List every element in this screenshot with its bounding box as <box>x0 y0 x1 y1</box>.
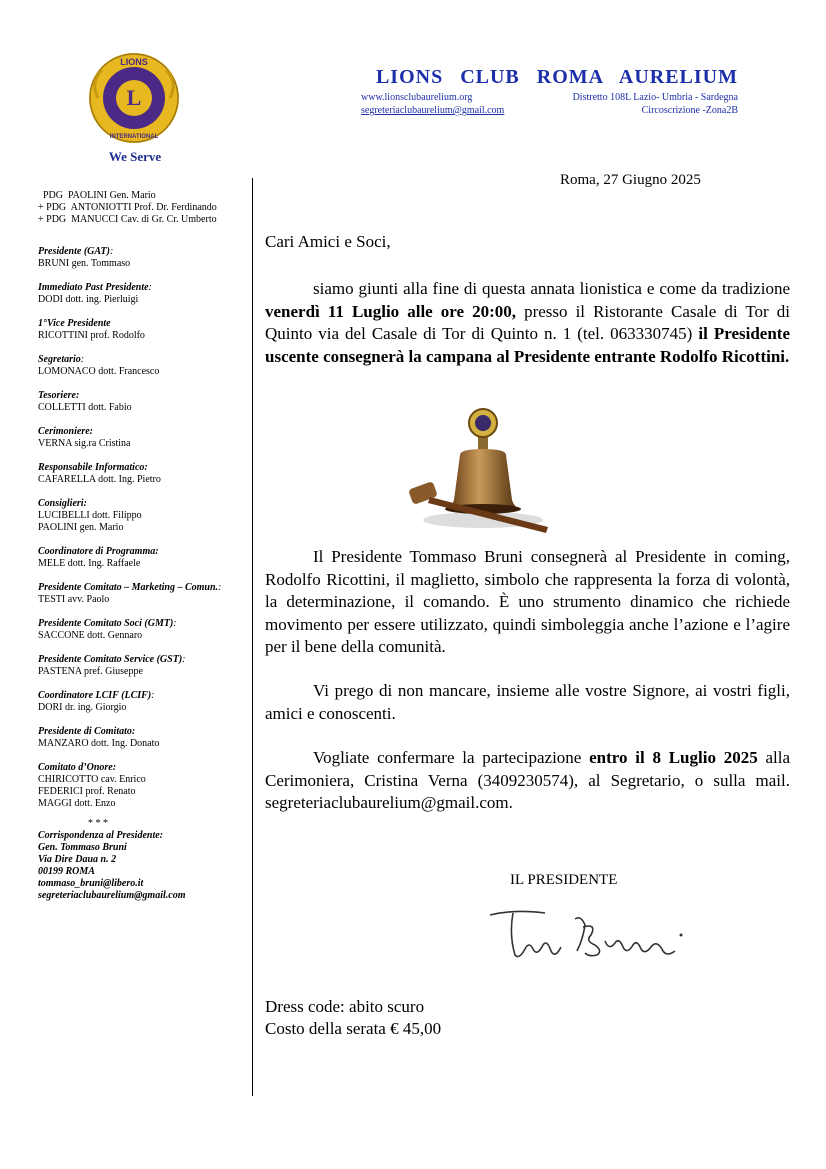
role-title: Presidente (GAT) <box>38 246 110 257</box>
role-title-suffix: : <box>182 654 186 665</box>
district-text: Distretto 108L Lazio- Umbria - Sardegna <box>572 92 738 103</box>
correspondence-block <box>38 830 250 902</box>
roles-list <box>38 246 250 810</box>
role-title: Coordinatore di Programma: <box>38 546 159 557</box>
role-member: SACCONE dott. Gennaro <box>38 630 143 641</box>
role-member: BRUNI gen. Tommaso <box>38 258 131 269</box>
paragraph-2: Il Presidente Tommaso Bruni consegnerà al Presidente in coming, Rodolfo Ricottini, il maglietto, simbolo che rappresenta la forza di volontà, la determinazione, il comando. È uno strumento dinamico che richiede movimento per essere utilizzato, quindi simboleggia anche l’azione e l’agire per il bene della comunità. <box>265 547 790 656</box>
pdg-line: PDG PAOLINI Gen. Mario <box>38 190 156 201</box>
paragraph-3: Vi prego di non mancare, insieme alle vostre Signore, ai vostri figli, amici e conoscenti. <box>265 681 790 723</box>
role-member: CHIRICOTTO cav. Enrico <box>38 774 146 785</box>
role-block <box>38 498 250 534</box>
logo-bottom-text: INTERNATIONAL <box>109 134 159 140</box>
correspondence-line: Corrispondenza al Presidente: <box>38 830 164 841</box>
role-title-suffix: : <box>109 246 114 257</box>
role-member: TESTI avv. Paolo <box>38 594 110 605</box>
role-title: Segretario <box>38 354 81 365</box>
role-block <box>38 762 250 810</box>
role-block <box>38 726 250 750</box>
correspondence-line: Via Dire Daua n. 2 <box>38 854 117 865</box>
pdg-line: + PDG ANTONIOTTI Prof. Dr. Ferdinando <box>38 202 217 213</box>
role-title: Consiglieri: <box>38 498 87 509</box>
circoscrizione-text: Circoscrizione -Zona2B <box>641 105 738 116</box>
role-title: Responsabile Informatico: <box>38 462 148 473</box>
bell-and-gavel-image <box>408 405 558 535</box>
role-member: DODI dott. ing. Pierluigi <box>38 294 139 305</box>
logo-top-text: LIONS <box>120 57 148 67</box>
role-member: MANZARO dott. Ing. Donato <box>38 738 160 749</box>
role-title: Comitato d’Onore: <box>38 762 117 773</box>
paragraph-1: siamo giunti alla fine di questa annata lionistica e come da tradizione venerdì 11 Luglio alle ore 20:00, presso il Ristorante Casale di Tor di Quinto via del Casale di Tor di Quinto n. 1 (tel. 063330745) il Presidente uscente consegnerà la campana al Presidente entrante Rodolfo Ricottini. <box>265 279 790 366</box>
role-block <box>38 654 250 678</box>
role-block <box>38 426 250 450</box>
role-block <box>38 690 250 714</box>
role-title-suffix: : <box>80 354 85 365</box>
event-details <box>265 996 441 1040</box>
role-member: LOMONACO dott. Francesco <box>38 366 160 377</box>
letter-date: Roma, 27 Giugno 2025 <box>560 172 701 188</box>
pdg-line: + PDG MANUCCI Cav. di Gr. Cr. Umberto <box>38 214 217 225</box>
role-block <box>38 246 250 270</box>
evening-cost: Costo della serata € 45,00 <box>265 1019 442 1038</box>
role-member: MELE dott. Ing. Raffaele <box>38 558 141 569</box>
role-member: RICOTTINI prof. Rodolfo <box>38 330 145 341</box>
paragraph-4: Vogliate confermare la partecipazione entro il 8 Luglio 2025 alla Cerimoniera, Cristina Verna (3409230574), al Segretario, o sulla mail. segreteriaclubaurelium@gmail.com. <box>265 748 790 812</box>
website-link[interactable]: www.lionsclubaurelium.org <box>361 92 473 103</box>
role-member: MAGGI dott. Enzo <box>38 798 116 809</box>
logo-letter: L <box>126 85 142 110</box>
correspondence-line: Gen. Tommaso Bruni <box>38 842 127 853</box>
role-title: Presidente Comitato Service (GST) <box>38 654 183 665</box>
lions-logo <box>88 52 180 144</box>
separator-stars: * * * <box>88 818 108 829</box>
role-title: Presidente Comitato Soci (GMT) <box>38 618 174 629</box>
role-title-suffix: : <box>148 282 152 293</box>
role-member: VERNA sig.ra Cristina <box>38 438 131 449</box>
correspondence-email[interactable]: tommaso_bruni@libero.it <box>38 878 144 889</box>
role-block <box>38 318 250 342</box>
role-block <box>38 546 250 570</box>
vertical-divider <box>252 178 253 1096</box>
correspondence-email[interactable]: segreteriaclubaurelium@gmail.com <box>38 890 186 901</box>
role-title-suffix: : <box>151 690 155 701</box>
greeting: Cari Amici e Soci, <box>265 232 391 251</box>
role-block <box>38 462 250 486</box>
role-member: CAFARELLA dott. Ing. Pietro <box>38 474 161 485</box>
signature-image <box>485 905 695 965</box>
role-member: PASTENA pref. Giuseppe <box>38 666 143 677</box>
role-title: Coordinatore LCIF (LCIF) <box>38 690 152 701</box>
president-title: IL PRESIDENTE <box>510 872 618 888</box>
role-member: COLLETTI dott. Fabio <box>38 402 132 413</box>
role-block <box>38 282 250 306</box>
role-title: Presidente Comitato – Marketing – Comun. <box>38 582 219 593</box>
role-title: Cerimoniere: <box>38 426 93 437</box>
email-link[interactable]: segreteriaclubaurelium@gmail.com <box>361 105 505 116</box>
officers-sidebar <box>38 190 250 902</box>
role-title: Immediato Past Presidente <box>38 282 149 293</box>
role-block <box>38 582 250 606</box>
role-member: LUCIBELLI dott. Filippo <box>38 510 142 521</box>
role-block <box>38 354 250 378</box>
club-title: LIONS CLUB ROMA AURELIUM <box>375 66 738 88</box>
role-title-suffix: : <box>218 582 222 593</box>
role-title: 1°Vice Presidente <box>38 318 111 329</box>
role-title: Tesoriere: <box>38 390 80 401</box>
role-title-suffix: : <box>173 618 177 629</box>
correspondence-line: 00199 ROMA <box>38 866 95 877</box>
dress-code: Dress code: abito scuro <box>265 997 425 1016</box>
role-block <box>38 390 250 414</box>
role-member: FEDERICI prof. Renato <box>38 786 136 797</box>
role-block <box>38 618 250 642</box>
role-title: Presidente di Comitato: <box>38 726 136 737</box>
role-member: PAOLINI gen. Mario <box>38 522 124 533</box>
role-member: DORI dr. ing. Giorgio <box>38 702 127 713</box>
motto: We Serve <box>108 149 162 164</box>
